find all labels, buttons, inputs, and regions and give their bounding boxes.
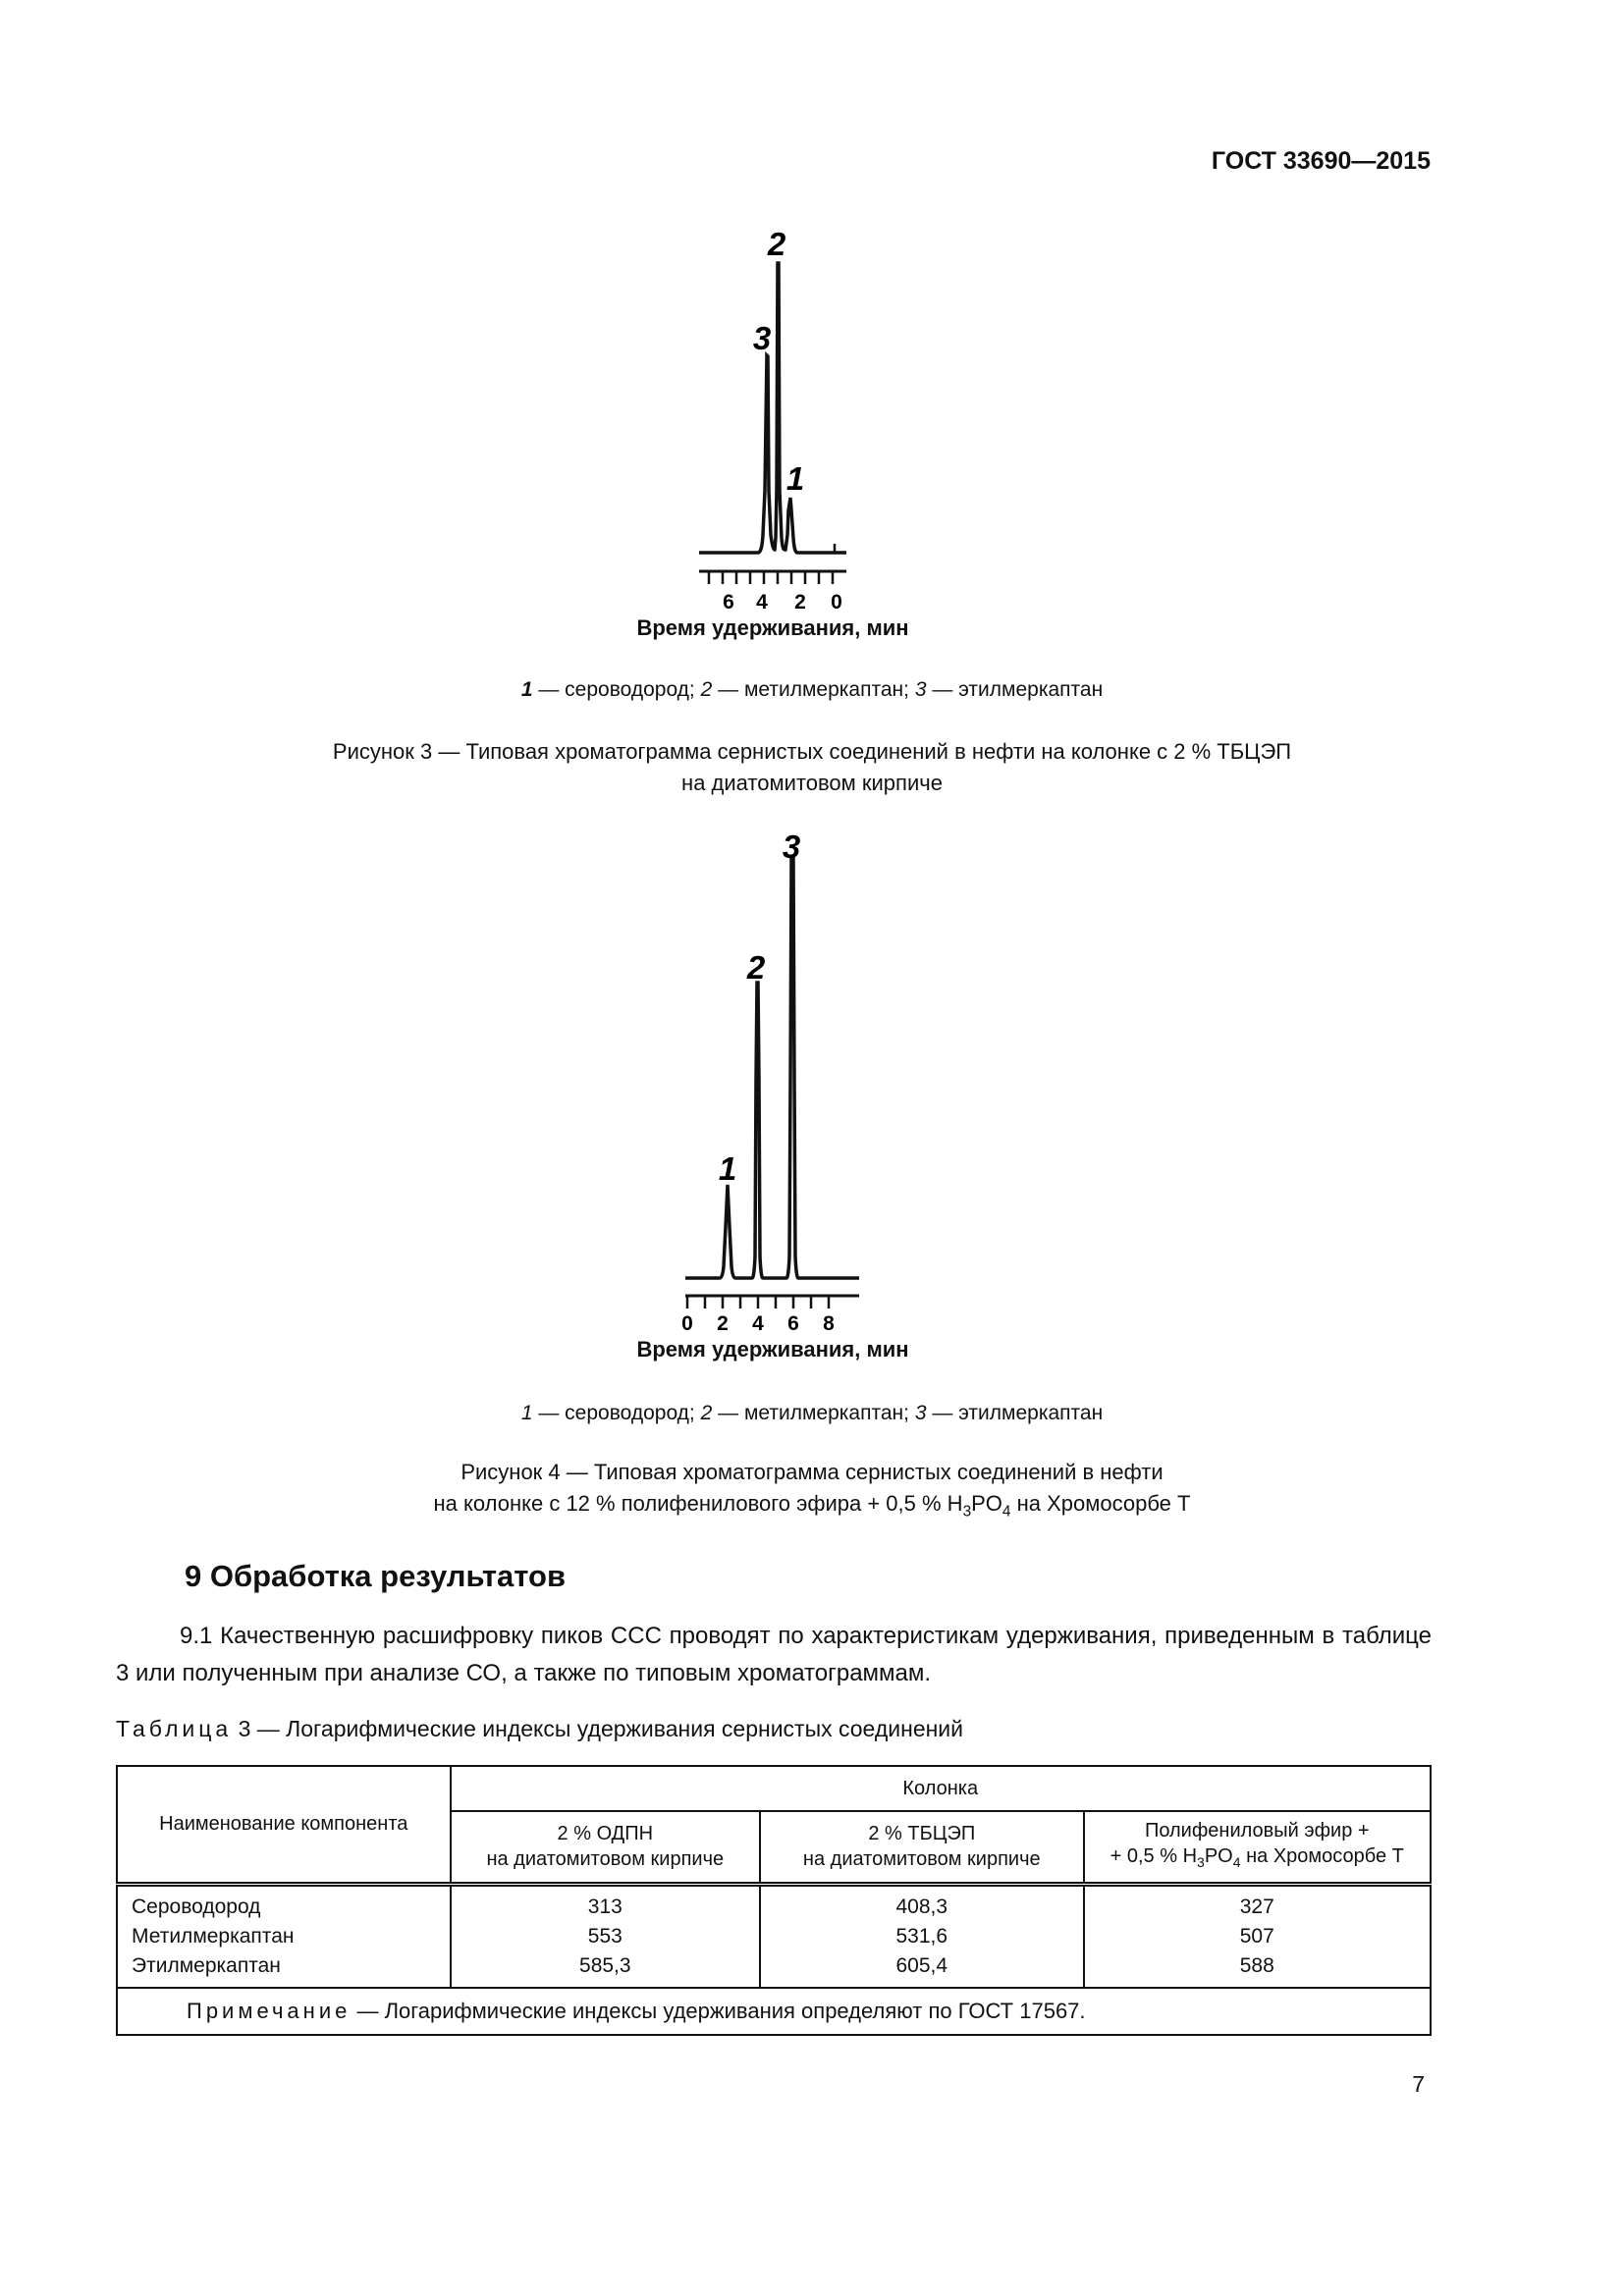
table3 (116, 1765, 1432, 2036)
table-cell: 313 (587, 1895, 623, 1918)
figure3-caption: Рисунок 3 — Типовая хроматограмма сернистых соединений в нефти на колонке с 2 % ТБЦЭП на диатомитовом кирпиче (332, 739, 1292, 795)
figure3-peak-label: 3 (752, 320, 772, 356)
section-heading: 9 Обработка результатов (185, 1559, 567, 1593)
table-cell: Сероводород (132, 1895, 261, 1918)
figure3-tick-label: 0 (831, 591, 842, 614)
table-cell: Этилмеркаптан (132, 1953, 281, 1977)
table-cell: 531,6 (895, 1924, 948, 1948)
table-body (117, 1884, 1431, 1988)
figure4-legend: 1 — сероводород; 2 — метилмеркаптан; 3 — этилмеркаптан (520, 1402, 1104, 1424)
table3-header-col2: 2 % ТБЦЭП на диатомитовом кирпиче (760, 1811, 1083, 1884)
figure4-tick-label: 2 (717, 1312, 729, 1335)
figure4-peak-label: 1 (718, 1150, 737, 1187)
table3-caption: Таблица 3 — Логарифмические индексы удерживания сернистых соединений (116, 1716, 964, 1741)
figure3-peak-label: 1 (785, 460, 805, 497)
figure4-tick-label: 0 (681, 1312, 693, 1335)
table-cell: 553 (587, 1924, 623, 1948)
table-cell: 408,3 (895, 1895, 948, 1918)
figure3-legend: 1 — сероводород; 2 — метилмеркаптан; 3 — этилмеркаптан (520, 678, 1104, 701)
table-cell: Метилмеркаптан (132, 1924, 295, 1948)
figure4-signal-line (685, 859, 859, 1278)
table-cell: 588 (1239, 1953, 1274, 1977)
table-cell: 585,3 (579, 1953, 631, 1977)
figure4-ticks (687, 1296, 829, 1308)
figure4-tick-label: 4 (752, 1312, 764, 1335)
figure3-tick-label: 2 (794, 591, 806, 614)
table3-header-column: Колонка (451, 1766, 1431, 1811)
figure4-tick-label: 6 (787, 1312, 799, 1335)
table3-header-col1: 2 % ОДПН на диатомитовом кирпиче (451, 1811, 761, 1884)
table3-note: Примечание — Логарифмические индексы удерживания определяют по ГОСТ 17567. (117, 1988, 1431, 2035)
table3-header-col3: Полифениловый эфир + + 0,5 % $H_3PO_4$ на Хромосорбе Т (1084, 1811, 1431, 1884)
figure3-tick-label: 4 (756, 591, 768, 614)
figure4-peak-label: 2 (746, 949, 766, 986)
table3-header-component: Наименование компонента (117, 1766, 451, 1884)
figure4-x-label: Время удерживания, мин (636, 1337, 909, 1362)
figure4-peak-label: 3 (782, 828, 801, 865)
standard-header: ГОСТ 33690—2015 (1211, 147, 1431, 175)
figure3-x-label: Время удерживания, мин (636, 615, 909, 640)
figure3-peak-label: 2 (767, 226, 786, 262)
table-cell: 605,4 (895, 1953, 948, 1977)
paragraph-9-1: 9.1 Качественную расшифровку пиков ССС проводят по характеристикам удерживания, приведенным в таблице 3 или полученным при анализе СО, а также по типовым хроматограммам. (116, 1623, 1432, 1686)
page-number: 7 (1412, 2071, 1425, 2097)
table-cell: 507 (1239, 1924, 1274, 1948)
figure4-tick-label: 8 (823, 1312, 835, 1335)
figure3-tick-label: 6 (723, 591, 734, 614)
table-cell: 327 (1239, 1895, 1274, 1918)
figure4-caption: Рисунок 4 — Типовая хроматограмма сернистых соединений в нефти на колонке с 12 % полифенилового эфира + 0,5 % $H_3PO_4$ на Хромосорбе Т (433, 1460, 1191, 1521)
